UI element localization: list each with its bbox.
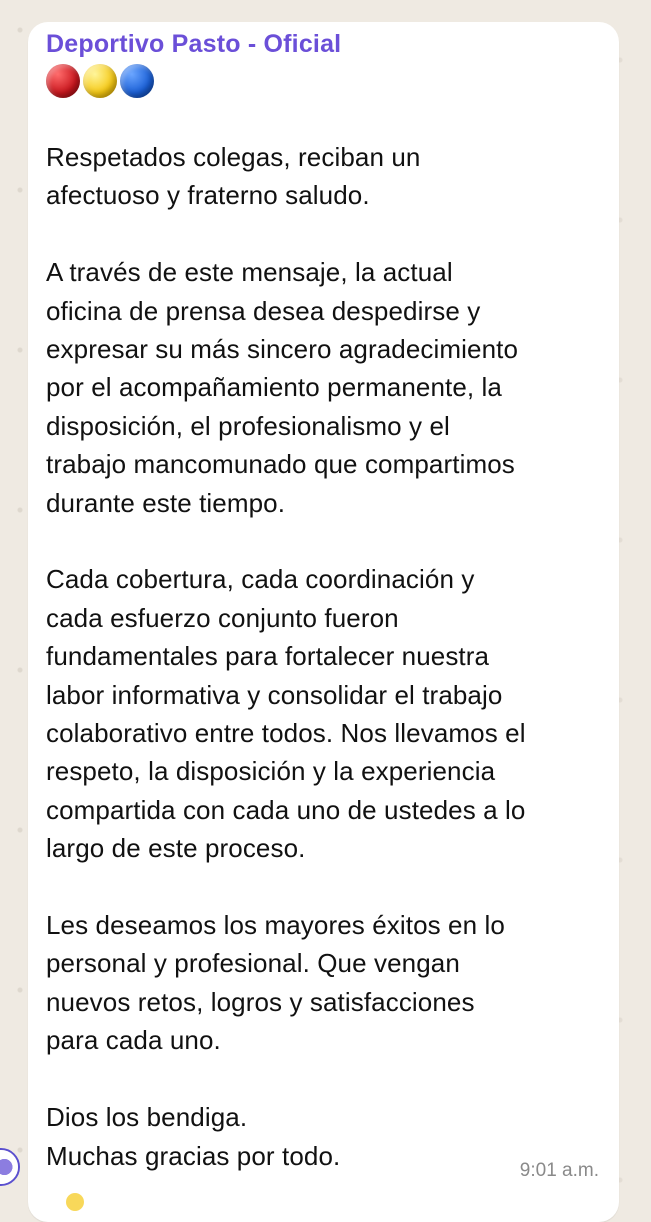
message-line: por el acompañamiento permanente, la xyxy=(46,372,502,403)
red-circle-emoji xyxy=(46,64,80,98)
message-line: A través de este mensaje, la actual xyxy=(46,257,453,288)
message-line: Dios los bendiga. xyxy=(46,1102,248,1133)
message-line: respeto, la disposición y la experiencia xyxy=(46,756,496,787)
next-message-bubble-partial[interactable] xyxy=(48,1190,268,1204)
message-line: compartida con cada uno de ustedes a lo xyxy=(46,794,526,825)
message-line: Muchas gracias por todo. xyxy=(46,1140,341,1171)
paragraph-gap xyxy=(46,522,608,560)
blue-circle-emoji xyxy=(120,64,154,98)
message-line: nuevos retos, logros y satisfacciones xyxy=(46,986,475,1017)
message-line: personal y profesional. Que vengan xyxy=(46,948,460,979)
message-line: trabajo mancomunado que compartimos xyxy=(46,449,515,480)
message-line: disposición, el profesionalismo y el xyxy=(46,410,450,441)
message-line: colaborativo entre todos. Nos llevamos el xyxy=(46,718,526,749)
message-line: expresar su más sincero agradecimiento xyxy=(46,334,519,365)
message-timestamp: 9:01 a.m. xyxy=(519,1160,599,1181)
message-line: largo de este proceso. xyxy=(46,833,306,864)
message-line: labor informativa y consolidar el trabajo xyxy=(46,679,503,710)
message-line: fundamentales para fortalecer nuestra xyxy=(46,641,490,672)
message-line: Cada cobertura, cada coordinación y xyxy=(46,564,475,595)
message-line: Les deseamos los mayores éxitos en lo xyxy=(46,910,505,941)
message-line: para cada uno. xyxy=(46,1025,221,1056)
paragraph-gap xyxy=(46,868,608,906)
message-line: afectuoso y fraterno saludo. xyxy=(46,180,370,211)
message-bubble[interactable] xyxy=(28,22,619,1222)
sender-avatar-image xyxy=(0,1150,18,1184)
message-line: cada esfuerzo conjunto fueron xyxy=(46,602,399,633)
yellow-circle-emoji xyxy=(83,64,117,98)
message-line: Respetados colegas, reciban un xyxy=(46,142,421,172)
message-text xyxy=(46,138,608,1175)
paragraph-gap xyxy=(46,1060,608,1098)
sender-name[interactable]: Deportivo Pasto - Oficial xyxy=(46,30,342,58)
message-line: durante este tiempo. xyxy=(46,487,286,518)
paragraph-gap xyxy=(46,215,608,253)
emoji-row xyxy=(46,64,154,98)
yellow-circle-emoji xyxy=(66,1193,84,1211)
message-line: oficina de prensa desea despedirse y xyxy=(46,295,481,326)
